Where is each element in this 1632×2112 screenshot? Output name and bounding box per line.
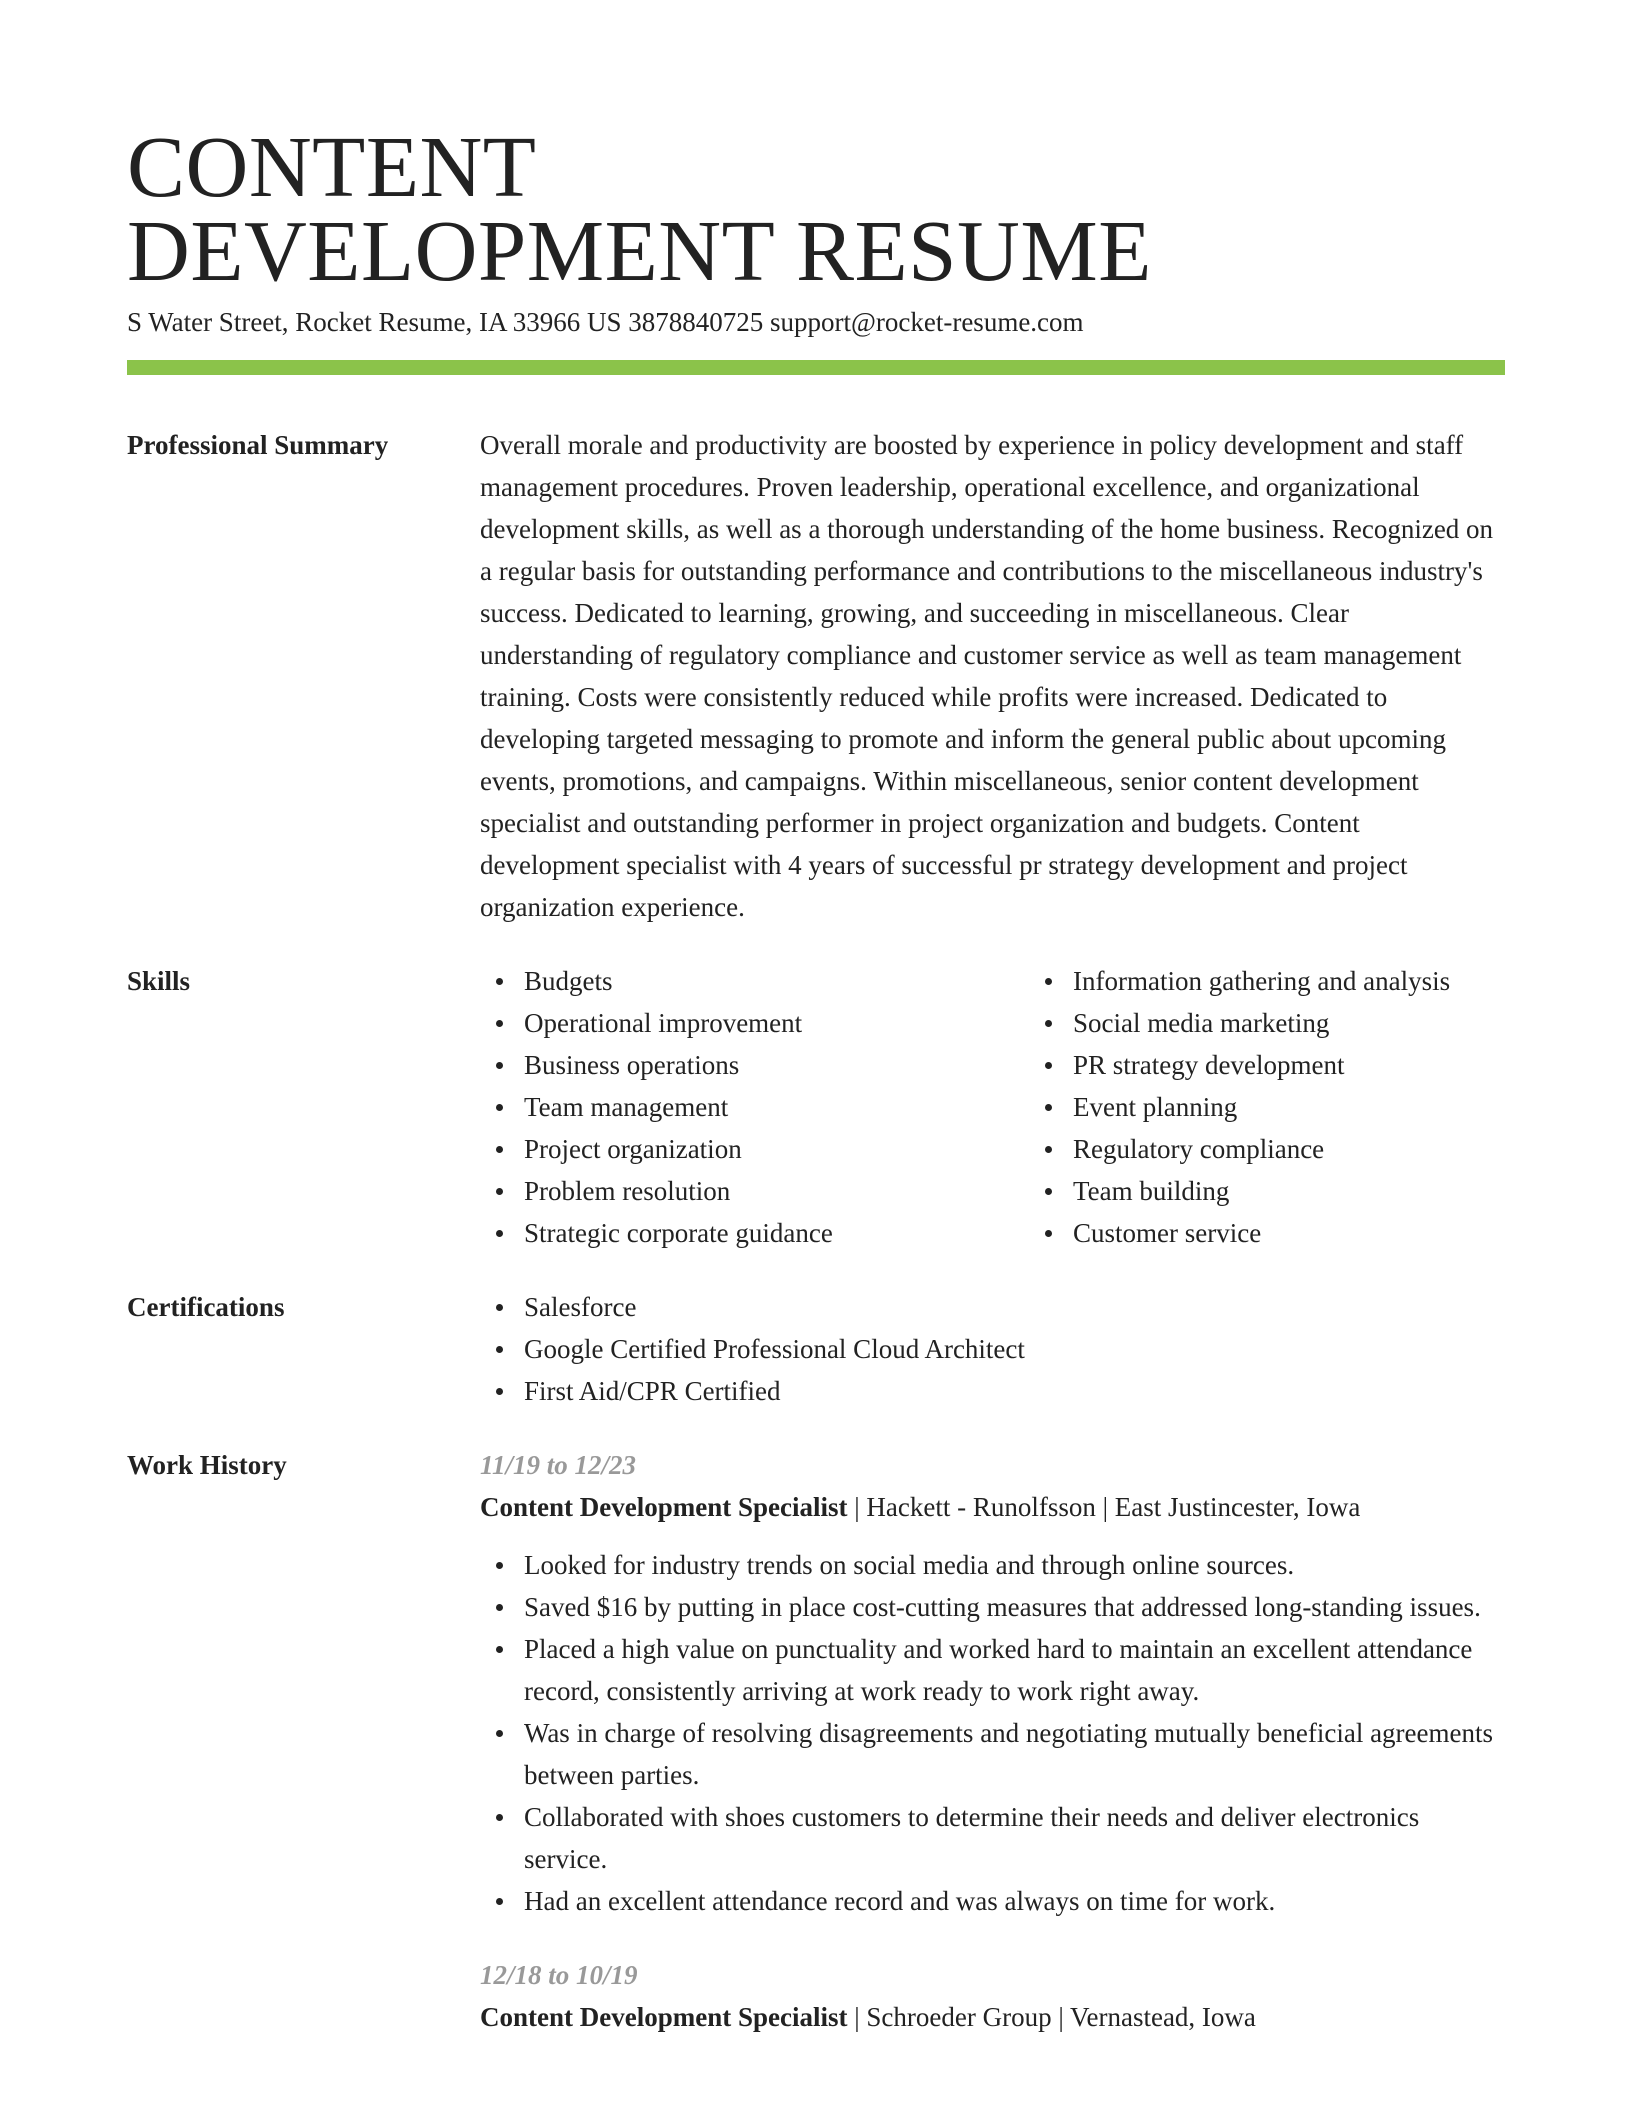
job-title: Content Development Specialist [480, 1492, 848, 1522]
skill-item: Event planning [1073, 1086, 1578, 1128]
job-dates: 12/18 to 10/19 [480, 1960, 638, 1990]
resume-title-line1: CONTENT [127, 118, 537, 215]
skill-item: Team building [1073, 1170, 1578, 1212]
skill-item: Budgets [524, 960, 1029, 1002]
resume-page [127, 118, 1505, 2038]
job-bullets [480, 1544, 1505, 1922]
summary-text: Overall morale and productivity are boosted by experience in policy development and staff management procedures. Proven leadership, operational excellence, and organizational development skills, as well as a thorough understanding of the home business. Recognized on a regular basis for outstanding performance and contributions to the miscellaneous industry's success. Dedicated to learning, growing, and succeeding in miscellaneous. Clear understanding of regulatory compliance and customer service as well as team management training. Costs were consistently reduced while profits were increased. Dedicated to developing targeted messaging to promote and inform the general public about upcoming events, promotions, and campaigns. Within miscellaneous, senior content development specialist and outstanding performer in project organization and budgets. Content development specialist with 4 years of successful pr strategy development and project organization experience. [480, 430, 1494, 922]
skills-list-left [480, 960, 1029, 1254]
job-bullet: Saved $16 by putting in place cost-cutting measures that addressed long-standing issues. [524, 1586, 1505, 1628]
section-label-certifications: Certifications [127, 1292, 285, 1322]
job-employer-location: | Schroeder Group | Vernastead, Iowa [847, 2002, 1256, 2032]
job-bullet: Collaborated with shoes customers to determine their needs and deliver electronics service. [524, 1796, 1505, 1880]
section-skills [127, 960, 1505, 1254]
skills-list-right [1029, 960, 1578, 1254]
section-label-summary: Professional Summary [127, 430, 389, 460]
skill-item: Customer service [1073, 1212, 1578, 1254]
job-bullet: Was in charge of resolving disagreements and negotiating mutually beneficial agreements between parties. [524, 1712, 1505, 1796]
section-professional-summary [127, 424, 1505, 928]
job-bullet: Had an excellent attendance record and was always on time for work. [524, 1880, 1505, 1922]
skill-item: Regulatory compliance [1073, 1128, 1578, 1170]
job-bullet: Placed a high value on punctuality and worked hard to maintain an excellent attendance record, consistently arriving at work ready to work right away. [524, 1628, 1505, 1712]
job-heading [480, 1996, 1505, 2038]
skill-item: PR strategy development [1073, 1044, 1578, 1086]
skill-item: Project organization [524, 1128, 1029, 1170]
section-work-history [127, 1444, 1505, 2038]
job-entry [480, 1444, 1505, 1922]
certifications-list [480, 1286, 1505, 1412]
certification-item: First Aid/CPR Certified [524, 1370, 1505, 1412]
skill-item: Business operations [524, 1044, 1029, 1086]
skill-item: Operational improvement [524, 1002, 1029, 1044]
job-title: Content Development Specialist [480, 2002, 848, 2032]
skills-columns [480, 960, 1578, 1254]
job-bullet: Looked for industry trends on social media and through online sources. [524, 1544, 1505, 1586]
resume-title-line2: DEVELOPMENT RESUME [127, 202, 1152, 299]
resume-title [127, 118, 1505, 299]
job-employer-location: | Hackett - Runolfsson | East Justincester, Iowa [847, 1492, 1361, 1522]
section-certifications [127, 1286, 1505, 1412]
contact-line: S Water Street, Rocket Resume, IA 33966 US 3878840725 support@rocket-resume.com [127, 307, 1084, 337]
job-dates: 11/19 to 12/23 [480, 1450, 637, 1480]
certification-item: Salesforce [524, 1286, 1505, 1328]
section-label-skills: Skills [127, 966, 191, 996]
job-heading [480, 1486, 1505, 1528]
section-label-work-history: Work History [127, 1450, 287, 1480]
skill-item: Problem resolution [524, 1170, 1029, 1212]
header-divider [127, 360, 1505, 375]
skill-item: Strategic corporate guidance [524, 1212, 1029, 1254]
skill-item: Team management [524, 1086, 1029, 1128]
skill-item: Social media marketing [1073, 1002, 1578, 1044]
job-entry [480, 1954, 1505, 2038]
skill-item: Information gathering and analysis [1073, 960, 1578, 1002]
certification-item: Google Certified Professional Cloud Architect [524, 1328, 1505, 1370]
